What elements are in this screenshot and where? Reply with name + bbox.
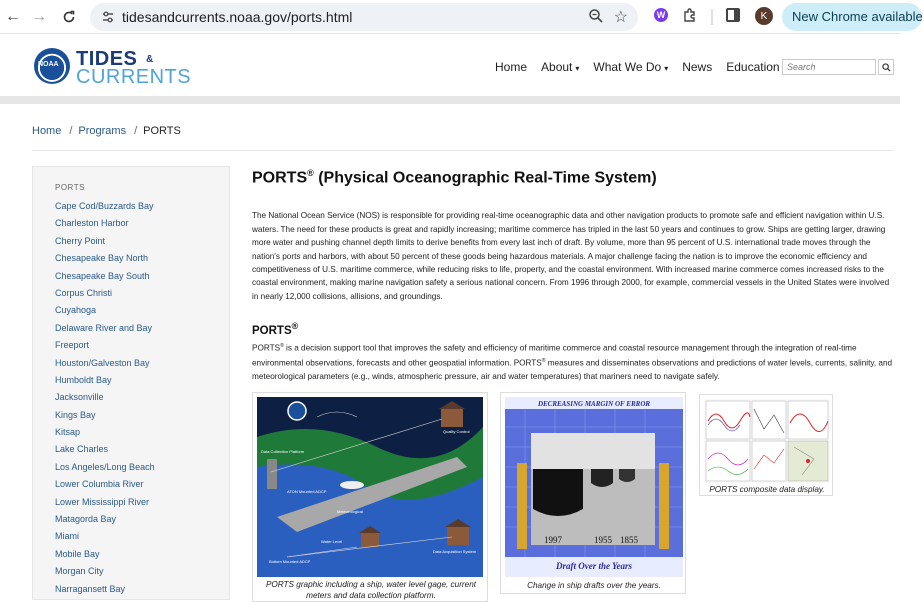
ship-drafts-figure[interactable]	[500, 392, 686, 594]
sidebar-item[interactable]: Narragansett Bay	[55, 583, 126, 594]
year-label: 1855	[620, 535, 638, 545]
composite-data-figure[interactable]	[699, 394, 833, 496]
reload-icon[interactable]	[58, 6, 80, 28]
ship-drafts-image	[505, 397, 683, 577]
header-band	[0, 96, 900, 104]
sidebar-item[interactable]: Lake Charles	[55, 444, 109, 455]
ports-subheading: PORTS®	[252, 321, 299, 337]
label-dcp: Data Collection Platform	[261, 449, 305, 454]
nav-news[interactable]: News	[682, 60, 713, 74]
figure-banner: DECREASING MARGIN OF ERROR	[537, 400, 651, 408]
noaa-seal-icon: NOAA	[34, 48, 70, 84]
label-bottom-adcp: Bottom Mounted ADCP	[269, 559, 311, 564]
address-bar[interactable]	[90, 3, 638, 31]
composite-data-image	[704, 399, 830, 483]
breadcrumb-home[interactable]: Home	[32, 125, 62, 137]
label-aton: ATON Mounted ADCP	[287, 489, 327, 494]
ports-graphic-image	[257, 397, 483, 577]
sidebar-list	[55, 200, 155, 600]
breadcrumb: Home / Programs / PORTS	[32, 125, 181, 137]
tides-currents-logo[interactable]: NOAA TIDES & CURRENTS	[34, 46, 174, 90]
extensions-puzzle-icon[interactable]	[682, 7, 698, 28]
nav-about[interactable]: About ▾	[541, 60, 580, 74]
sidebar-item[interactable]: Cape Cod/Buzzards Bay	[55, 201, 154, 211]
ports-description: PORTS® is a decision support tool that improves the safety and efficiency of maritime commerce and coastal resource management through the integration of real-time environmental observations, forecasts and other geospatial information. PORTS® measures and disseminates observations and predictions of water levels, currents, salinity, and meteorological parameters (e.g., winds, atmospheric pressure, air and water temperatures) that mariners need to navigate safely.	[252, 343, 893, 382]
chevron-down-icon: ▾	[664, 64, 669, 73]
sidebar-item[interactable]: Lower Columbia River	[55, 479, 144, 490]
toolbar-divider	[711, 9, 713, 25]
search-icon[interactable]	[878, 59, 894, 75]
sidebar-item[interactable]: Jacksonville	[55, 392, 104, 403]
main-nav	[495, 60, 801, 74]
sidebar-item[interactable]: Humboldt Bay	[55, 374, 112, 385]
figure-footer: Draft Over the Years	[555, 561, 633, 571]
year-label: 1955	[594, 535, 612, 545]
sidebar-item[interactable]: Chesapeake Bay North	[55, 253, 149, 264]
browser-toolbar	[0, 0, 923, 34]
sidebar-item[interactable]: Matagorda Bay	[55, 514, 117, 525]
label-quality-control: Quality Control	[443, 429, 470, 434]
ports-graphic-figure[interactable]	[252, 392, 488, 602]
zoom-icon[interactable]	[588, 8, 604, 29]
breadcrumb-divider	[32, 150, 892, 151]
figure-caption: Change in ship drafts over the years.	[527, 581, 661, 590]
chrome-update-button[interactable]: New Chrome available	[782, 3, 922, 31]
back-arrow-icon[interactable]: ←	[5, 8, 21, 25]
sidebar-item[interactable]: Lower Mississippi River	[55, 496, 150, 507]
url-text[interactable]: tidesandcurrents.noaa.gov/ports.html	[122, 9, 353, 25]
sidebar-item[interactable]: Miami	[55, 531, 79, 542]
side-panel-icon[interactable]	[726, 8, 740, 22]
main-content	[252, 166, 894, 600]
label-met: Meteorological	[337, 509, 364, 514]
sidebar-item[interactable]: Kitsap	[55, 427, 81, 438]
sidebar-item[interactable]: Houston/Galveston Bay	[55, 357, 150, 368]
site-header	[0, 34, 900, 96]
site-info-icon[interactable]	[100, 9, 116, 25]
sidebar-item[interactable]: Morgan City	[55, 566, 104, 577]
label-water-level: Water Level	[321, 539, 343, 544]
year-label: 1997	[544, 535, 562, 545]
figure-caption: PORTS composite data display.	[709, 485, 825, 494]
label-data-acq: Data Acquisition System	[433, 549, 477, 554]
breadcrumb-programs[interactable]: Programs	[78, 125, 127, 137]
sidebar-item[interactable]: Corpus Christi	[55, 287, 113, 298]
site-search-input[interactable]	[782, 59, 876, 75]
sidebar-item[interactable]: Cherry Point	[55, 235, 106, 246]
sidebar-item[interactable]: Chesapeake Bay South	[55, 270, 150, 281]
nav-home[interactable]: Home	[495, 60, 528, 74]
breadcrumb-current: PORTS	[143, 125, 181, 137]
sidebar-item[interactable]: Charleston Harbor	[55, 218, 129, 229]
nav-what-we-do[interactable]: What We Do ▾	[593, 60, 669, 74]
sidebar-item[interactable]: Cuyahoga	[55, 305, 97, 316]
nav-education[interactable]: Education	[726, 60, 786, 74]
sidebar-item[interactable]: Freeport	[55, 340, 90, 351]
ports-sidebar	[32, 166, 230, 600]
chevron-down-icon: ▾	[575, 64, 580, 73]
page-title: PORTS® (Physical Oceanographic Real-Time System)	[252, 168, 657, 187]
sidebar-item[interactable]: Kings Bay	[55, 409, 96, 420]
profile-avatar[interactable]: K	[755, 7, 773, 25]
extension-icon[interactable]: W	[654, 8, 668, 22]
intro-paragraph: The National Ocean Service (NOS) is responsible for providing real-time oceanographic data and other navigation products to promote safe and efficient navigation within U.S. waters. The need for these products is great and rapidly increasing; maritime commerce has tripled in the last 50 years and continues to grow. Ships are getting larger, drawing more water and pushing channel depth limits to derive benefits from every last inch of draft. By volume, more than 95 percent of U.S. international trade moves through the nation's ports and harbors, with about 50 percent of these goods being hazardous materials. A major challenge facing the nation is to improve the economic efficiency and competitiveness of U.S. maritime commerce, while reducing risks to life, property, and the coastal environment. With increased marine commerce comes increased risks to the coastal environment, making marine navigation safety a serious national concern. From 1996 through 2000, for example, commercial vessels in the United States were involved in nearly 12,000 collisions, allisions, and groundings.	[252, 211, 890, 301]
forward-arrow-icon[interactable]: →	[31, 8, 47, 25]
figure-caption: PORTS graphic including a ship, water level gage, current meters and data collection platform.	[265, 580, 477, 600]
bookmark-star-icon[interactable]: ☆	[613, 9, 628, 26]
sidebar-heading: PORTS	[55, 183, 85, 192]
sidebar-item[interactable]: Delaware River and Bay	[55, 322, 153, 333]
sidebar-item[interactable]: Los Angeles/Long Beach	[55, 461, 155, 472]
sidebar-item[interactable]: Mobile Bay	[55, 548, 100, 559]
